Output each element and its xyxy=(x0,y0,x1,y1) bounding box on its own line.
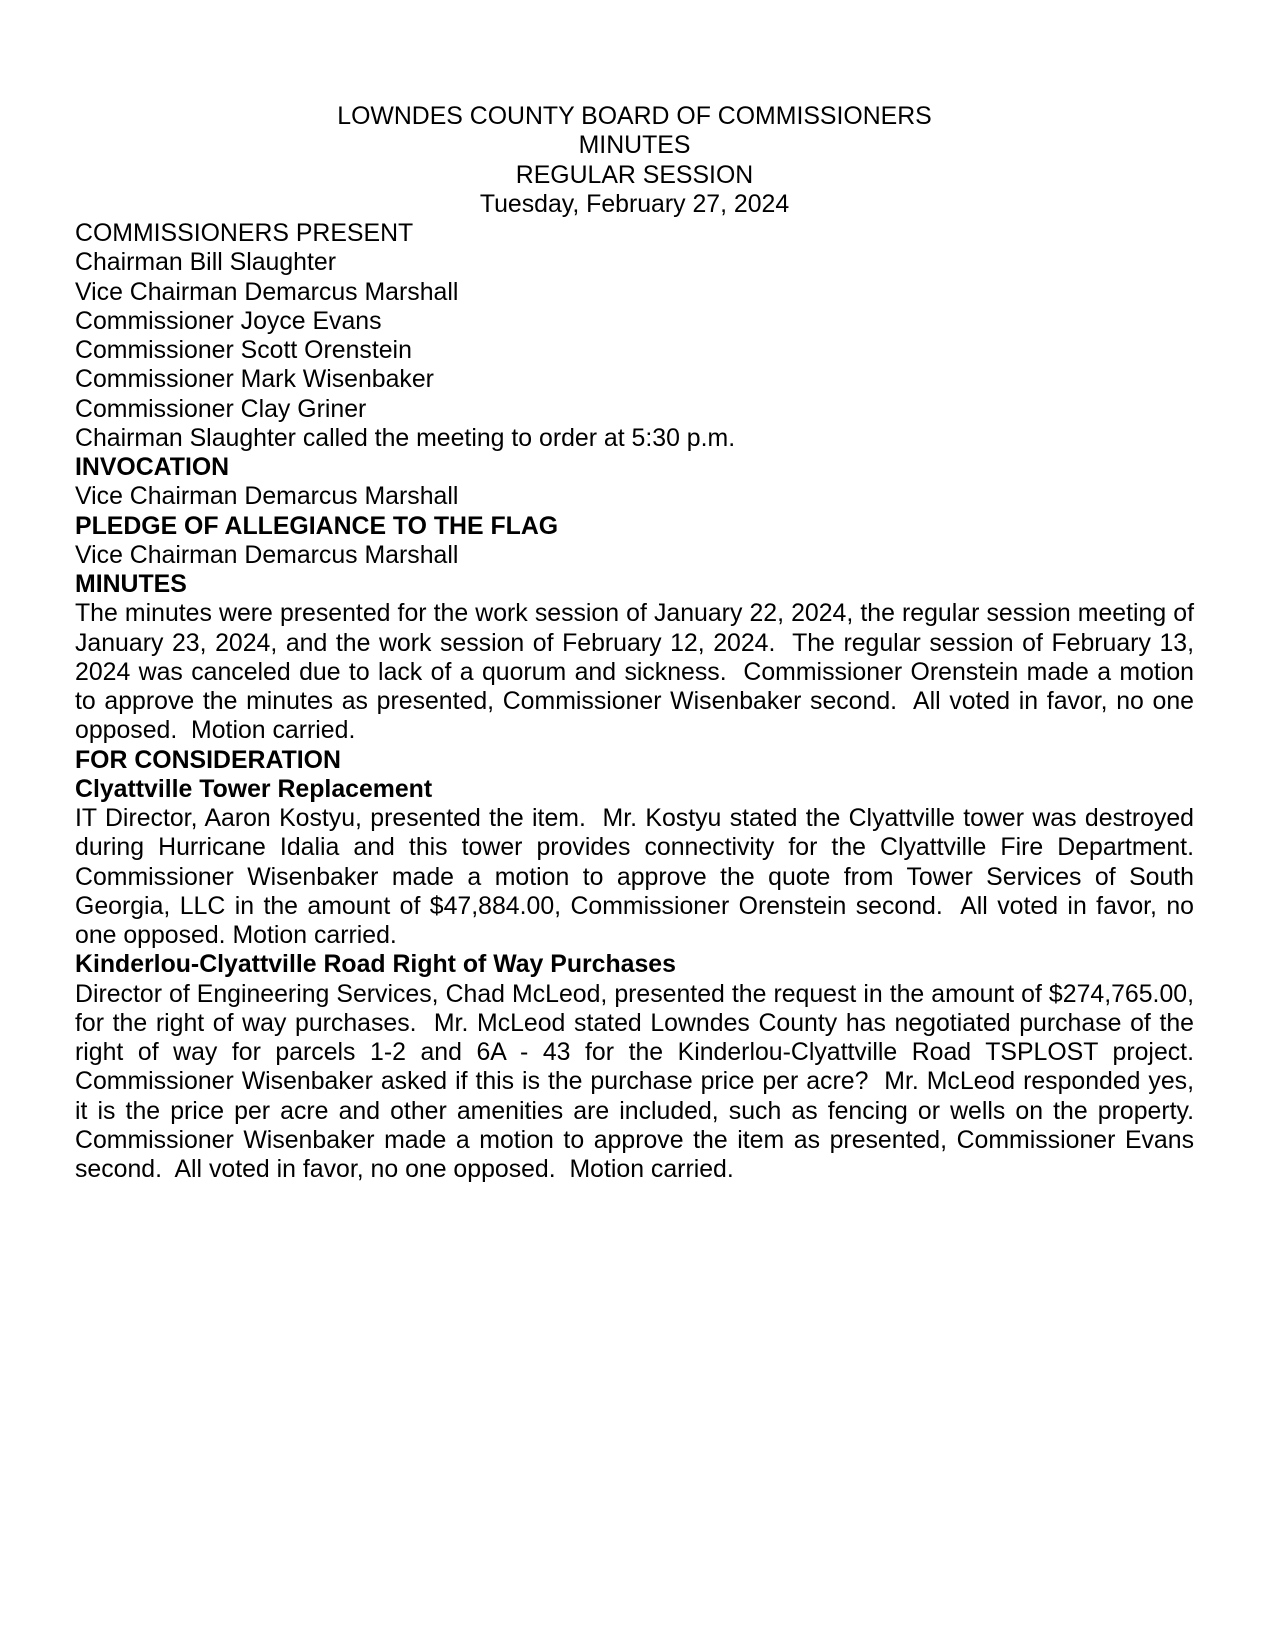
attendee-row: Vice Chairman Demarcus Marshall xyxy=(75,278,459,306)
invocation-presenter: Vice Chairman Demarcus Marshall xyxy=(75,483,459,511)
invocation-section xyxy=(75,453,1194,512)
attendee-row: Commissioner Scott Orenstein xyxy=(75,337,412,364)
doc-subtitle: MINUTES xyxy=(578,132,691,160)
pledge-section xyxy=(75,512,1194,571)
attendee-row: Commissioner Clay Griner xyxy=(75,395,367,423)
agenda-item-body: Director of Engineering Services, Chad McLeod, presented the request in the amount of $274,765.00, for the right of way purchases. Mr. McLeod stated Lowndes County has negotiated purchase of the right of way for parcels 1-2 and 6A - 43 for the Kinderlou-Clyattville Road TSPLOST project. Commissioner Wisenbaker asked if this is the purchase price per acre? Mr. McLeod responded yes, it is the price per acre and other amenities are included, such as fencing or wells on the property. Commissioner Wisenbaker made a motion to approve the item as presented, Commissioner Evans second. All voted in favor, no one opposed. Motion carried. xyxy=(75,980,1208,1183)
attendee-row: Commissioner Mark Wisenbaker xyxy=(75,366,434,394)
call-to-order-line: Chairman Slaughter called the meeting to order at 5:30 p.m. xyxy=(75,424,736,452)
agenda-item-body: IT Director, Aaron Kostyu, presented the item. Mr. Kostyu stated the Clyattville tower was destroyed during Hurricane Idalia and this tower provides connectivity for the Clyattville Fire Department. Commissioner Wisenbaker made a motion to approve the quote from Tower Services of South Georgia, LLC in the amount of $47,884.00, Commissioner Orenstein second. All voted in favor, no one opposed. Motion carried. xyxy=(75,805,1208,949)
attendance-heading: COMMISSIONERS PRESENT xyxy=(75,220,414,247)
agenda-item-title: Kinderlou-Clyattville Road Right of Way Purchases xyxy=(75,951,676,979)
doc-title: LOWNDES COUNTY BOARD OF COMMISSIONERS xyxy=(337,103,932,130)
invocation-heading: INVOCATION xyxy=(75,454,230,481)
doc-header xyxy=(75,102,1194,219)
for-consideration-heading: FOR CONSIDERATION xyxy=(75,746,341,774)
agenda-item-title: Clyattville Tower Replacement xyxy=(75,775,433,803)
agenda-item xyxy=(75,950,1208,1184)
pledge-heading: PLEDGE OF ALLEGIANCE TO THE FLAG xyxy=(75,512,559,540)
minutes-body: The minutes were presented for the work session of January 22, 2024, the regular session meeting of January 23, 2024, and the work session of February 12, 2024. The regular session of February 13, 2024 was canceled due to lack of a quorum and sickness. Commissioner Orenstein made a motion to approve the minutes as presented, Commissioner Wisenbaker second. All voted in favor, no one opposed. Motion carried. xyxy=(75,600,1201,745)
pledge-presenter: Vice Chairman Demarcus Marshall xyxy=(75,541,459,569)
attendance-section xyxy=(75,219,1194,424)
session-type: REGULAR SESSION xyxy=(515,161,754,189)
attendee-row: Chairman Bill Slaughter xyxy=(75,249,336,277)
session-date: Tuesday, February 27, 2024 xyxy=(479,190,790,218)
minutes-heading: MINUTES xyxy=(75,571,187,598)
agenda-item xyxy=(75,775,1208,951)
attendee-row: Commissioner Joyce Evans xyxy=(75,307,382,335)
